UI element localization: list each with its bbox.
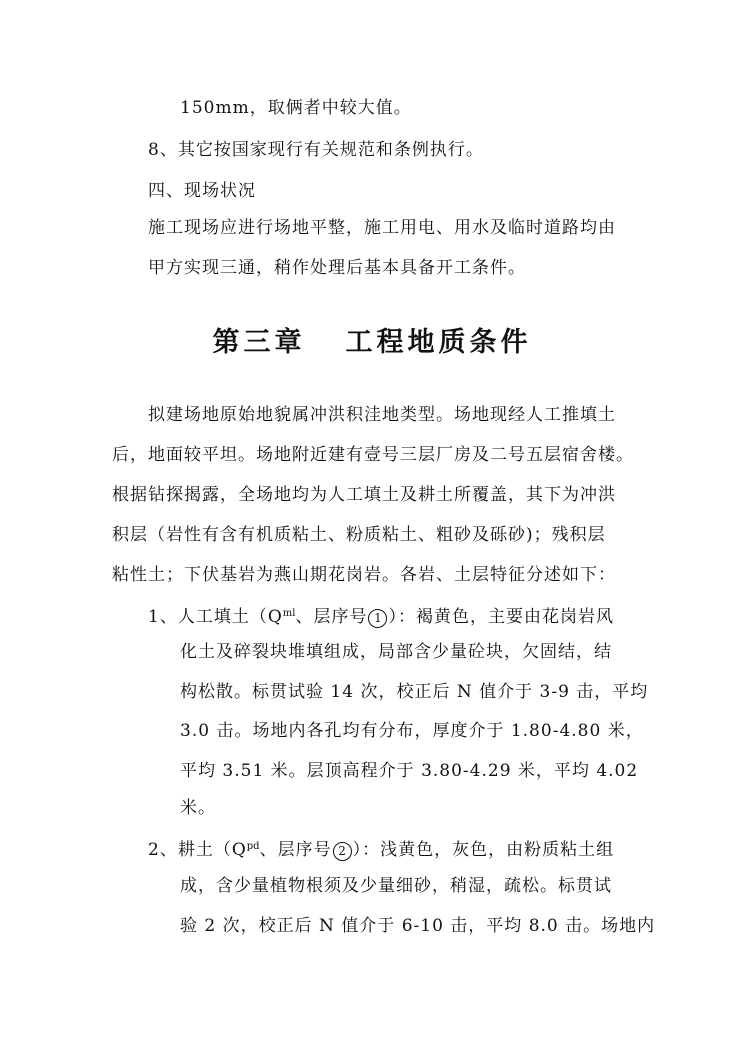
superscript: pd — [246, 841, 260, 852]
text-line: 平均 3.51 米。层顶高程介于 3.80-4.29 米，平均 4.02 — [180, 761, 639, 781]
text-line: 根据钻探揭露，全场地均为人工填土及耕土所覆盖，其下为冲洪 — [112, 485, 616, 505]
section-heading: 四、现场状况 — [148, 181, 256, 201]
circled-number: 1 — [368, 609, 387, 628]
chapter-title — [0, 326, 744, 360]
text-line: 甲方实现三通，稍作处理后基本具备开工条件。 — [148, 258, 526, 278]
text-line: 成，含少量植物根须及少量细砂，稍湿，疏松。标贯试 — [180, 876, 612, 896]
text-line: 验 2 次，校正后 N 值介于 6-10 击，平均 8.0 击。场地内 — [180, 916, 656, 936]
chapter-name: 工程地质条件 — [345, 327, 532, 358]
text-line: 积层（岩性有含有机质粘土、粉质粘土、粗砂及砾砂)；残积层 — [112, 525, 606, 545]
text-line: 拟建场地原始地貌属冲洪积洼地类型。场地现经人工推填土 — [148, 405, 616, 425]
list-item-heading: 1、人工填土（$Q^{ml}$、层序号 1 ）：褐黄色，主要由花岗岩风 — [148, 607, 614, 627]
text-line: 8、其它按国家现行有关规范和条例执行。 — [148, 140, 484, 160]
text-line: 米。 — [180, 798, 216, 818]
list-item-heading: 2、耕土（$Q^{pd}$、层序号 2 ）：浅黄色，灰色，由粉质粘土组 — [148, 840, 615, 860]
text-line: 后，地面较平坦。场地附近建有壹号三层厂房及二号五层宿舍楼。 — [112, 445, 634, 465]
text-line: 粘性土；下伏基岩为燕山期花岗岩。各岩、土层特征分述如下： — [112, 565, 616, 585]
chapter-number: 第三章 — [212, 327, 306, 358]
text-line: 150mm，取俩者中较大值。 — [180, 98, 412, 118]
circled-number: 2 — [333, 842, 352, 861]
text-line: 化土及碎裂块堆填组成，局部含少量砼块，欠固结，结 — [180, 642, 612, 662]
text-line: 构松散。标贯试验 14 次，校正后 N 值介于 3-9 击，平均 — [180, 682, 649, 702]
text-line: 施工现场应进行场地平整，施工用电、用水及临时道路均由 — [148, 218, 616, 238]
text-line: 3.0 击。场地内各孔均有分布，厚度介于 1.80-4.80 米， — [180, 721, 644, 741]
superscript: ml — [282, 608, 296, 619]
